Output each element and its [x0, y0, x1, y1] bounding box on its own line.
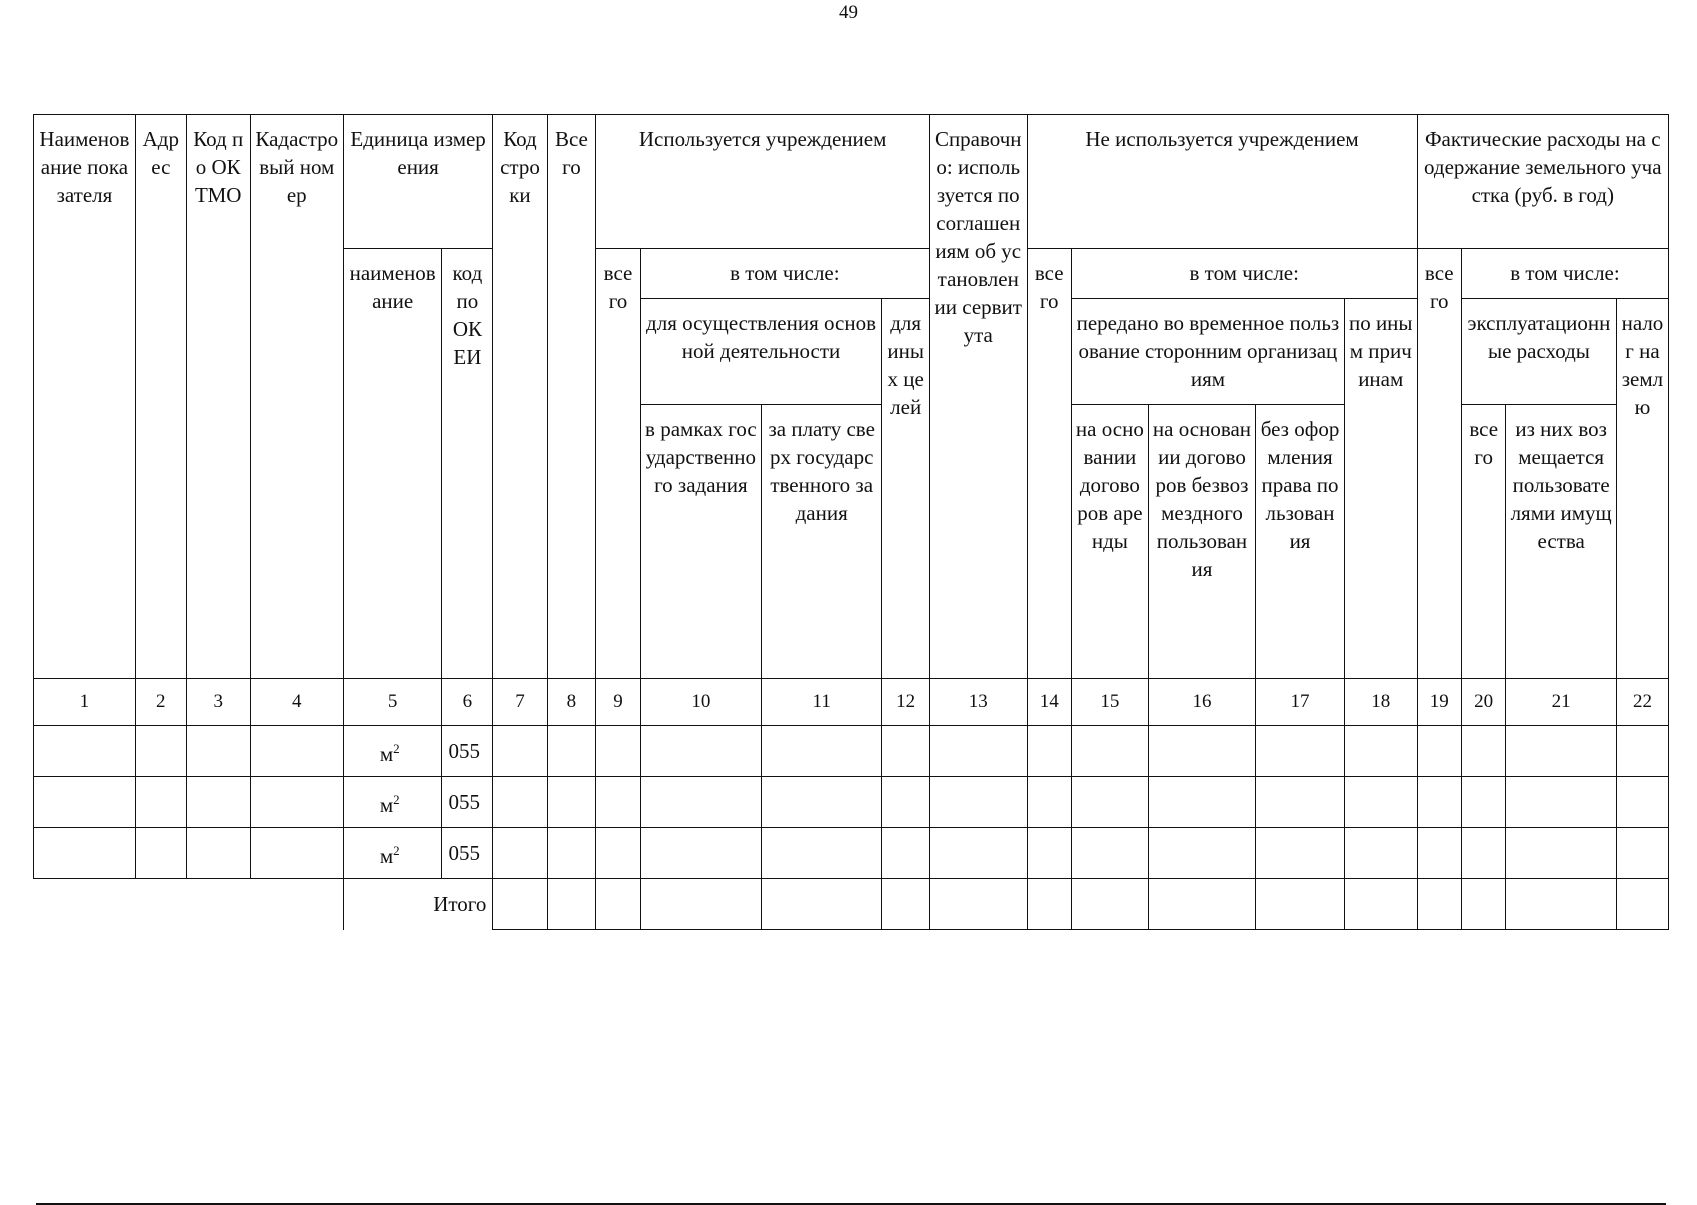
header-land-tax: налог на землю	[1616, 299, 1668, 679]
header-total: Всего	[547, 115, 596, 679]
header-used-incl: в том числе:	[640, 249, 929, 299]
column-number: 6	[442, 679, 493, 726]
column-number: 5	[343, 679, 442, 726]
value-cell[interactable]	[1344, 777, 1417, 828]
header-address: Адрес	[135, 115, 186, 679]
header-unit-code: код по ОКЕИ	[442, 249, 493, 679]
value-cell[interactable]	[1148, 777, 1255, 828]
oktmo-cell[interactable]	[186, 777, 250, 828]
value-cell[interactable]	[1027, 828, 1071, 879]
value-cell[interactable]	[1461, 726, 1505, 777]
unit-code-cell: 055	[442, 777, 493, 828]
line-code-cell[interactable]	[493, 777, 547, 828]
value-cell[interactable]	[1256, 777, 1345, 828]
total-cell[interactable]	[596, 879, 640, 930]
oktmo-cell[interactable]	[186, 726, 250, 777]
header-other-reasons: по иным причинам	[1344, 299, 1417, 679]
value-cell[interactable]	[1461, 828, 1505, 879]
value-cell[interactable]	[1344, 828, 1417, 879]
value-cell[interactable]	[547, 777, 596, 828]
header-exp-total: всего	[1417, 249, 1461, 679]
value-cell[interactable]	[1148, 828, 1255, 879]
value-cell[interactable]	[1344, 726, 1417, 777]
value-cell[interactable]	[1616, 777, 1668, 828]
value-cell[interactable]	[1071, 726, 1148, 777]
value-cell[interactable]	[1027, 726, 1071, 777]
total-cell[interactable]	[640, 879, 761, 930]
unit-name-cell	[343, 777, 442, 828]
value-cell[interactable]	[640, 726, 761, 777]
value-cell[interactable]	[1506, 777, 1617, 828]
column-number: 4	[250, 679, 343, 726]
address-cell[interactable]	[135, 777, 186, 828]
column-number: 2	[135, 679, 186, 726]
unit-text: м	[379, 792, 394, 817]
total-cell[interactable]	[1461, 879, 1505, 930]
header-state-task: в рамках государственного задания	[640, 405, 761, 679]
table-row	[34, 777, 1669, 828]
column-number: 15	[1071, 679, 1148, 726]
value-cell[interactable]	[762, 777, 882, 828]
total-cell[interactable]	[882, 879, 930, 930]
column-number: 16	[1148, 679, 1255, 726]
total-label: Итого	[343, 879, 493, 930]
column-number: 11	[762, 679, 882, 726]
unit-exponent: 2	[393, 842, 400, 858]
column-number: 20	[1461, 679, 1505, 726]
unit-code-cell: 055	[442, 726, 493, 777]
total-row	[34, 879, 1669, 930]
total-cell[interactable]	[1148, 879, 1255, 930]
total-cell[interactable]	[1616, 879, 1668, 930]
header-not-used-incl: в том числе:	[1071, 249, 1417, 299]
header-used: Используется учреждением	[596, 115, 930, 249]
value-cell[interactable]	[1417, 726, 1461, 777]
value-cell[interactable]	[1256, 828, 1345, 879]
header-used-total: всего	[596, 249, 640, 679]
column-number: 1	[34, 679, 136, 726]
total-spacer	[34, 879, 344, 930]
value-cell[interactable]	[762, 828, 882, 879]
header-main-activity: для осуществления основной деятельности	[640, 299, 882, 405]
column-number: 22	[1616, 679, 1668, 726]
value-cell[interactable]	[762, 726, 882, 777]
value-cell[interactable]	[1461, 777, 1505, 828]
value-cell[interactable]	[882, 777, 930, 828]
header-unit-name: наименование	[343, 249, 442, 679]
unit-text: м	[379, 741, 394, 766]
header-other-purposes: для иных целей	[882, 299, 930, 679]
unit-exponent: 2	[393, 740, 400, 756]
value-cell[interactable]	[640, 777, 761, 828]
total-cell[interactable]	[762, 879, 882, 930]
header-lease: на основании договоров аренды	[1071, 405, 1148, 679]
unit-code-cell: 055	[442, 828, 493, 879]
total-cell[interactable]	[1417, 879, 1461, 930]
value-cell[interactable]	[1027, 777, 1071, 828]
page-number: 49	[839, 2, 858, 23]
total-cell[interactable]	[1344, 879, 1417, 930]
column-number: 9	[596, 679, 640, 726]
total-cell[interactable]	[930, 879, 1028, 930]
header-line-code: Код строки	[493, 115, 547, 679]
column-number: 10	[640, 679, 761, 726]
header-not-used-total: всего	[1027, 249, 1071, 679]
header-free-use: на основании договоров безвозмездного пользования	[1148, 405, 1255, 679]
column-number: 19	[1417, 679, 1461, 726]
value-cell[interactable]	[882, 828, 930, 879]
value-cell[interactable]	[1071, 828, 1148, 879]
oktmo-cell[interactable]	[186, 828, 250, 879]
unit-name-cell	[343, 828, 442, 879]
header-unit: Единица измерения	[343, 115, 493, 249]
unit-name-cell	[343, 726, 442, 777]
header-not-used: Не используется учреждением	[1027, 115, 1417, 249]
header-paid-over: за плату сверх государственного задания	[762, 405, 882, 679]
table-row	[34, 726, 1669, 777]
name-cell[interactable]	[34, 777, 136, 828]
column-number: 18	[1344, 679, 1417, 726]
value-cell[interactable]	[1417, 777, 1461, 828]
column-number-row	[34, 679, 1669, 726]
column-number: 14	[1027, 679, 1071, 726]
name-cell[interactable]	[34, 726, 136, 777]
total-cell[interactable]	[1506, 879, 1617, 930]
column-number: 8	[547, 679, 596, 726]
value-cell[interactable]	[930, 828, 1028, 879]
column-number: 13	[930, 679, 1028, 726]
header-name: Наименование показателя	[34, 115, 136, 679]
header-reimbursed: из них возмещается пользователями имущества	[1506, 405, 1617, 679]
cadastral-cell[interactable]	[250, 777, 343, 828]
total-cell[interactable]	[493, 879, 547, 930]
value-cell[interactable]	[1616, 726, 1668, 777]
value-cell[interactable]	[596, 777, 640, 828]
column-number: 21	[1506, 679, 1617, 726]
header-oktmo: Код по ОКТМО	[186, 115, 250, 679]
value-cell[interactable]	[882, 726, 930, 777]
column-number: 7	[493, 679, 547, 726]
header-temp-use: передано во временное пользование сторонним организациям	[1071, 299, 1344, 405]
unit-exponent: 2	[393, 791, 400, 807]
header-expenses: Фактические расходы на содержание земельного участка (руб. в год)	[1417, 115, 1668, 249]
value-cell[interactable]	[930, 777, 1028, 828]
value-cell[interactable]	[1256, 726, 1345, 777]
total-cell[interactable]	[1071, 879, 1148, 930]
value-cell[interactable]	[1148, 726, 1255, 777]
address-cell[interactable]	[135, 828, 186, 879]
name-cell[interactable]	[34, 828, 136, 879]
header-op-total: всего	[1461, 405, 1505, 679]
cadastral-cell[interactable]	[250, 726, 343, 777]
column-number: 17	[1256, 679, 1345, 726]
value-cell[interactable]	[930, 726, 1028, 777]
column-number: 3	[186, 679, 250, 726]
column-number: 12	[882, 679, 930, 726]
value-cell[interactable]	[1417, 828, 1461, 879]
cadastral-cell[interactable]	[250, 828, 343, 879]
value-cell[interactable]	[547, 726, 596, 777]
table-row	[34, 828, 1669, 879]
total-cell[interactable]	[1256, 879, 1345, 930]
header-exp-incl: в том числе:	[1461, 249, 1668, 299]
header-cadastral: Кадастровый номер	[250, 115, 343, 679]
value-cell[interactable]	[1071, 777, 1148, 828]
header-servitude: Справочно: используется по соглашениям об установлении сервитута	[930, 115, 1028, 679]
land-plot-usage-table	[33, 114, 1669, 930]
total-cell[interactable]	[1027, 879, 1071, 930]
header-operating: эксплуатационные расходы	[1461, 299, 1616, 405]
value-cell[interactable]	[596, 828, 640, 879]
value-cell[interactable]	[1506, 828, 1617, 879]
value-cell[interactable]	[640, 828, 761, 879]
value-cell[interactable]	[596, 726, 640, 777]
line-code-cell[interactable]	[493, 828, 547, 879]
header-no-title: без оформления права пользования	[1256, 405, 1345, 679]
unit-text: м	[379, 843, 394, 868]
value-cell[interactable]	[1616, 828, 1668, 879]
value-cell[interactable]	[1506, 726, 1617, 777]
value-cell[interactable]	[547, 828, 596, 879]
total-cell[interactable]	[547, 879, 596, 930]
line-code-cell[interactable]	[493, 726, 547, 777]
address-cell[interactable]	[135, 726, 186, 777]
